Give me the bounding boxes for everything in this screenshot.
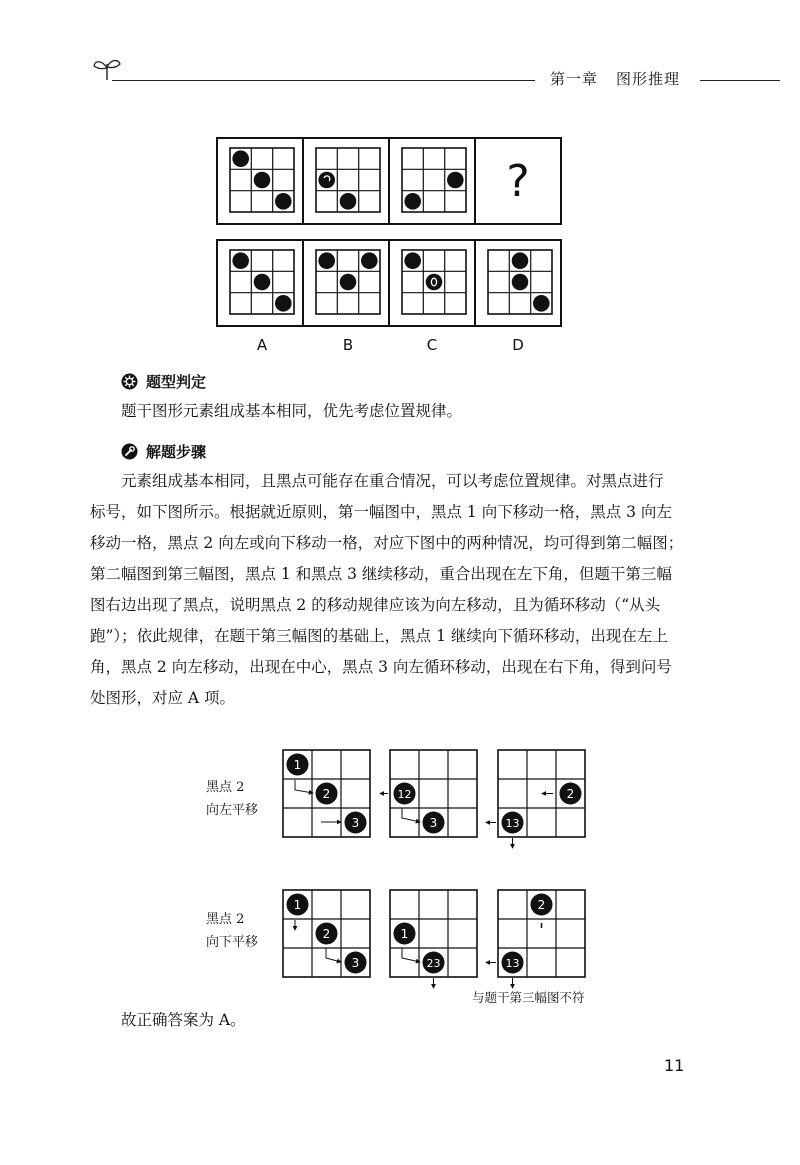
steps-line-3: 移动一格，黑点 2 向左或向下移动一格，对应下图中的两种情况，均可得到第二幅图； xyxy=(90,534,684,552)
options-row xyxy=(217,240,561,354)
option-d-label: D xyxy=(512,336,524,354)
question-panel-3 xyxy=(402,148,466,212)
row1-caption: 黑点 2 向左平移 xyxy=(206,780,259,818)
svg-text:2: 2 xyxy=(566,787,575,801)
option-b-label: B xyxy=(342,336,354,354)
svg-text:13: 13 xyxy=(505,817,520,830)
svg-text:13: 13 xyxy=(505,957,520,970)
steps-line-5: 图右边出现了黑点，说明黑点 2 的移动规律应该为向左移动，且为循环移动（“从头 xyxy=(90,596,661,614)
svg-text:1: 1 xyxy=(400,927,409,941)
svg-text:3: 3 xyxy=(351,956,360,970)
running-header xyxy=(550,68,698,89)
svg-text:12: 12 xyxy=(397,788,412,801)
section-heading-type xyxy=(121,371,206,392)
steps-line-7: 角，黑点 2 向左移动，出现在中心，黑点 3 向左循环移动，出现在右下角，得到问号 xyxy=(90,658,672,676)
row1-grid-1 xyxy=(283,750,370,837)
option-a-panel xyxy=(230,250,294,314)
row1-grid-2 xyxy=(380,750,477,837)
section-type-text: 题干图形元素组成基本相同，优先考虑位置规律。 xyxy=(121,402,463,420)
svg-text:1: 1 xyxy=(293,898,302,912)
header-rule-right xyxy=(700,80,780,81)
svg-text:2: 2 xyxy=(537,898,546,912)
steps-line-4: 第二幅图到第三幅图，黑点 1 和黑点 3 继续移动，重合出现在左下角，但题干第三幅 xyxy=(90,565,672,583)
svg-text:23: 23 xyxy=(426,957,441,970)
steps-line-2: 标号，如下图所示。根据就近原则，第一幅图中，黑点 1 向下移动一格，黑点 3 向左 xyxy=(90,503,672,521)
solution-diagram xyxy=(200,742,600,1002)
option-c-label: C xyxy=(426,336,438,354)
option-b-panel xyxy=(316,250,380,314)
sprout-icon xyxy=(92,56,122,82)
section-heading-steps-text: 解题步骤 xyxy=(146,443,207,461)
section-heading-type-text: 题型判定 xyxy=(146,373,207,391)
svg-text:3: 3 xyxy=(351,816,360,830)
row2-grid-2 xyxy=(390,890,477,988)
option-c-panel xyxy=(402,250,466,314)
chapter-title: 图形推理 xyxy=(616,70,681,88)
svg-text:1: 1 xyxy=(293,758,302,772)
steps-line-8: 处图形，对应 A 项。 xyxy=(90,689,236,707)
final-answer: 故正确答案为 A。 xyxy=(121,1011,246,1029)
svg-text:3: 3 xyxy=(429,816,438,830)
question-panel-1 xyxy=(230,148,294,212)
row1-grid-3 xyxy=(486,750,585,848)
svg-text:2: 2 xyxy=(322,927,331,941)
question-mark: ? xyxy=(506,156,530,207)
svg-text:2: 2 xyxy=(322,787,331,801)
puzzle-figure xyxy=(200,130,600,360)
gear-icon xyxy=(121,373,138,390)
mismatch-note: 与题干第三幅图不符 xyxy=(472,990,585,1005)
row2-caption: 黑点 2 向下平移 xyxy=(206,912,259,950)
page-number: 11 xyxy=(664,1056,685,1075)
section-heading-steps xyxy=(121,441,206,462)
question-row xyxy=(217,138,561,224)
row2-grid-3 xyxy=(486,890,585,988)
option-d-panel xyxy=(488,250,552,314)
question-panel-2 xyxy=(316,148,380,212)
wrench-icon xyxy=(121,443,138,460)
header-rule-left xyxy=(112,80,535,81)
section-steps-text xyxy=(90,466,683,714)
steps-line-1: 元素组成基本相同，且黑点可能存在重合情况，可以考虑位置规律。对黑点进行 xyxy=(121,472,664,490)
row2-grid-1 xyxy=(283,890,370,977)
option-a-label: A xyxy=(256,336,268,354)
steps-line-6: 跑”）；依此规律，在题干第三幅图的基础上，黑点 1 继续向下循环移动，出现在左上 xyxy=(90,627,668,645)
chapter-label: 第一章 xyxy=(550,70,599,88)
